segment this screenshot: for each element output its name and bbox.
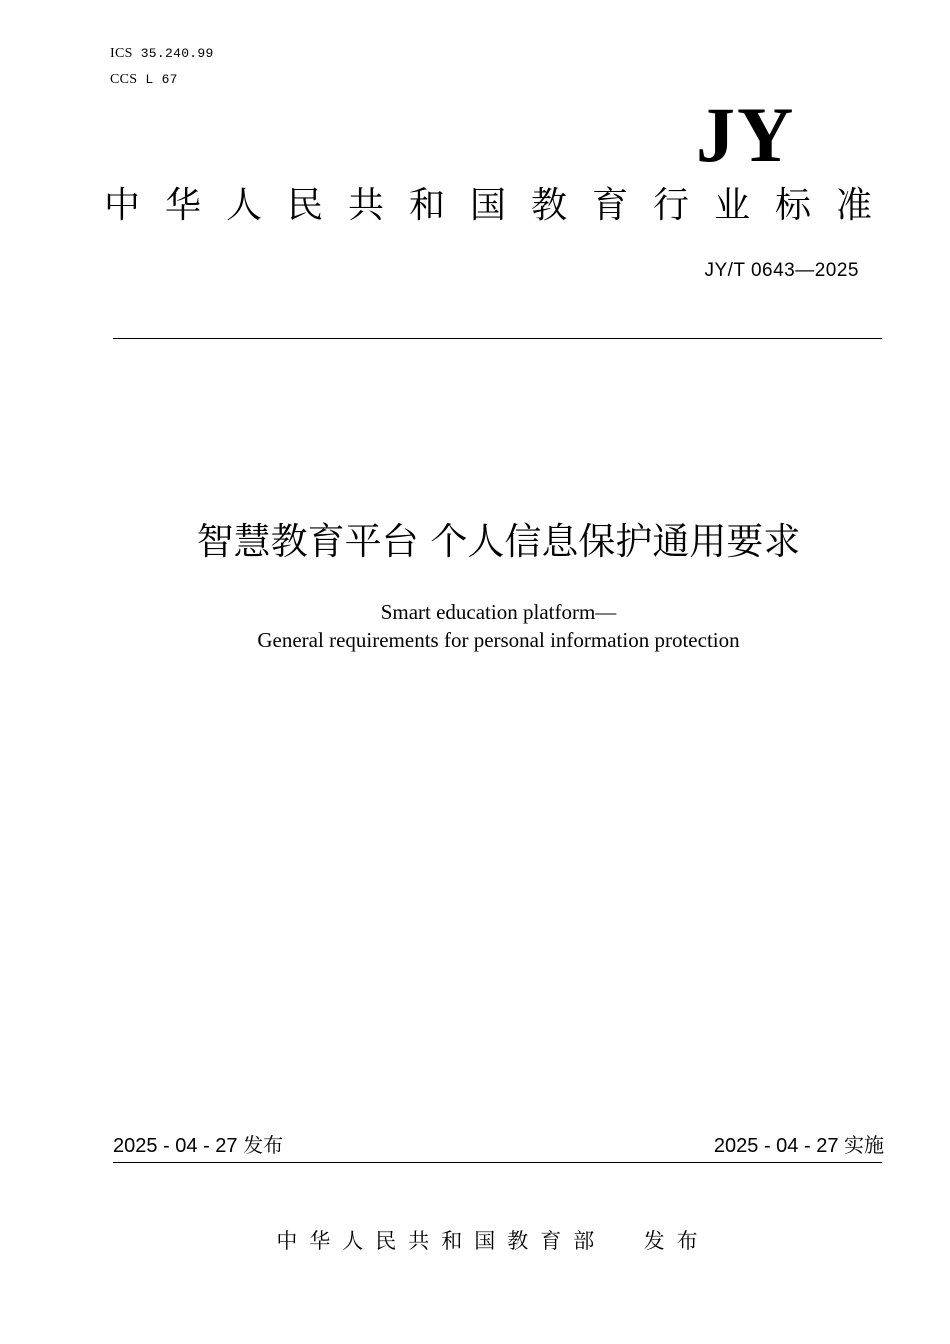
chinese-title: 智慧教育平台 个人信息保护通用要求 bbox=[196, 520, 801, 563]
ccs-label: CCS bbox=[110, 72, 138, 87]
english-title-line2: General requirements for personal information protection bbox=[257, 628, 740, 652]
top-divider bbox=[113, 338, 882, 339]
jy-logo: JY bbox=[696, 91, 796, 178]
standard-number: JY/T 0643—2025 bbox=[704, 260, 859, 281]
ics-label: ICS bbox=[110, 46, 133, 61]
effective-date: 2025 - 04 - 27 实施 bbox=[713, 1135, 884, 1157]
publisher: 中华人民共和国教育部 发布 bbox=[276, 1229, 710, 1253]
ics-classification bbox=[110, 46, 214, 62]
publish-date: 2025 - 04 - 27 发布 bbox=[113, 1135, 284, 1157]
issuer-title: 中华人民共和国教育行业标准 bbox=[104, 185, 898, 226]
ccs-classification bbox=[110, 72, 178, 88]
ccs-code: L 67 bbox=[145, 72, 178, 87]
ics-code: 35.240.99 bbox=[140, 46, 214, 61]
bottom-divider bbox=[113, 1162, 882, 1163]
english-title-line1: Smart education platform— bbox=[380, 600, 617, 624]
